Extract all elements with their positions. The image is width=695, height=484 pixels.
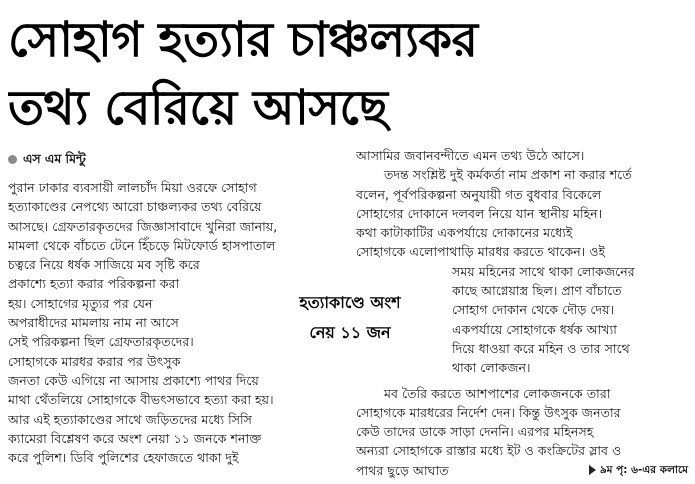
right-line-11: দিয়ে ধাওয়া করে মহিন ও তার সাথে <box>452 340 630 356</box>
headline-line-1: সোহাগ হত্যার চাঞ্চল্যকর <box>8 12 478 68</box>
left-line-8: অপরাধীদের মামলায় নাম না আসে <box>8 315 179 331</box>
subhead-line-2: নেয় ১১ জন <box>309 323 391 342</box>
right-line-8: কাছে আগ্নেয়াস্ত্র ছিল। প্রাণ বাঁচাতে <box>452 283 622 299</box>
right-line-1: আসামির জবানবন্দীতে এমন তথ্য উঠে আসে। <box>356 148 585 163</box>
byline-author: এস এম মিন্টু <box>23 151 86 167</box>
right-line-5: কথা কাটাকাটির একপর্যায়ে দোকানের মধ্যেই <box>356 225 573 241</box>
triangle-right-icon <box>589 465 596 475</box>
left-line-11: জনতা কেউ এগিয়ে না আসায় প্রকাশ্যে পাথর দিয়ে <box>8 372 259 388</box>
left-line-7: হয়। সোহাগের মৃত্যুর পর যেন <box>8 295 153 311</box>
continued-note <box>589 461 688 480</box>
right-line-10: একপর্যায়ে সোহাগকে ধর্ষক আখ্যা <box>452 321 617 337</box>
left-line-15: করে পুলিশ। ডিবি পুলিশের হেফাজতে থাকা দুই <box>8 450 239 466</box>
left-line-12: মাথা থেঁতলিয়ে সোহাগকে বীভৎসভাবে হত্যা করা হয়। <box>8 392 274 408</box>
right-line-7: সময় মহিনের সাথে থাকা লোকজনের <box>452 263 635 279</box>
bullet-icon <box>8 155 17 164</box>
left-line-10: সোহাগকে মারধর করার পর উৎসুক <box>8 353 181 369</box>
byline <box>8 148 348 170</box>
left-line-13: আর এই হত্যাকাণ্ডের সাথে জড়িতদের মধ্যে সিসি <box>8 411 252 427</box>
left-line-6: প্রকাশ্যে হত্যা করার পরিকল্পনা করা <box>8 276 180 292</box>
headline-line-2: তথ্য বেরিয়ে আসছে <box>8 80 388 136</box>
left-line-4: মামলা থেকে বাঁচতে টেনে হিঁচড়ে মিটফোর্ড হাসপাতাল <box>8 237 276 253</box>
right-line-15: কেউ তাদের ডাকে সাড়া দেননি। এরপর মহিনসহ <box>356 424 594 440</box>
subhead-box <box>252 282 448 354</box>
left-line-3: আসছে। গ্রেফতারকৃতদের জিজ্ঞাসাবাদে খুনিরা জানায়, <box>8 218 278 234</box>
left-line-2: হত্যাকাণ্ডের নেপথ্যে আরো চাঞ্চল্যকর তথ্য বেরিয়ে <box>8 199 262 215</box>
right-line-3: বলেন, পূর্বপরিকল্পনা অনুযায়ী গত বুধবার বিকেলে <box>356 186 602 202</box>
right-line-17: পাথর ছুড়ে আঘাত <box>356 462 449 478</box>
left-line-14: ক্যামেরা বিশ্লেষণ করে অংশ নেয়া ১১ জনকে শনাক্ত <box>8 430 262 446</box>
subhead-line-1: হত্যাকাণ্ডে অংশ <box>299 293 401 312</box>
right-line-14: সোহাগকে মারধরের নির্দেশ দেন। কিন্তু উৎসুক জনতার <box>356 404 621 420</box>
continued-text: ৯ম পৃ: ৬-এর কলামে <box>599 463 688 476</box>
right-line-2: তদন্ত সংশ্লিষ্ট দুই কর্মকর্তা নাম প্রকাশ না করার শর্তে <box>384 167 632 183</box>
headline <box>8 6 688 142</box>
right-line-13: মব তৈরি করতে আশপাশের লোকজনকে তারা <box>384 385 611 401</box>
right-line-6: সোহাগকে এলোপাথাড়ি মারধর করতে থাকেন। ওই <box>356 244 606 260</box>
right-line-16: অন্যরা সোহাগকে রাস্তার মধ্যে ইট ও কংক্রিটের স্লাব ও <box>356 443 622 459</box>
left-line-5: চত্বরে নিয়ে ধর্ষক সাজিয়ে মব সৃষ্টি করে <box>8 257 200 273</box>
right-line-9: সোহাগ দোকান থেকে দৌড় দেয়। <box>452 302 615 318</box>
left-line-1: পুরান ঢাকার ব্যবসায়ী লালচাঁদ মিয়া ওরফে সোহাগ <box>8 180 257 195</box>
right-line-12: থাকা লোকজন। <box>452 360 531 376</box>
last-line-row <box>356 461 688 480</box>
left-line-9: সেই পরিকল্পনা ছিল গ্রেফতারকৃতদের। <box>8 334 194 350</box>
right-line-4: সোহাগের দোকানে দলবল নিয়ে যান স্থানীয় মহিন। <box>356 205 603 221</box>
